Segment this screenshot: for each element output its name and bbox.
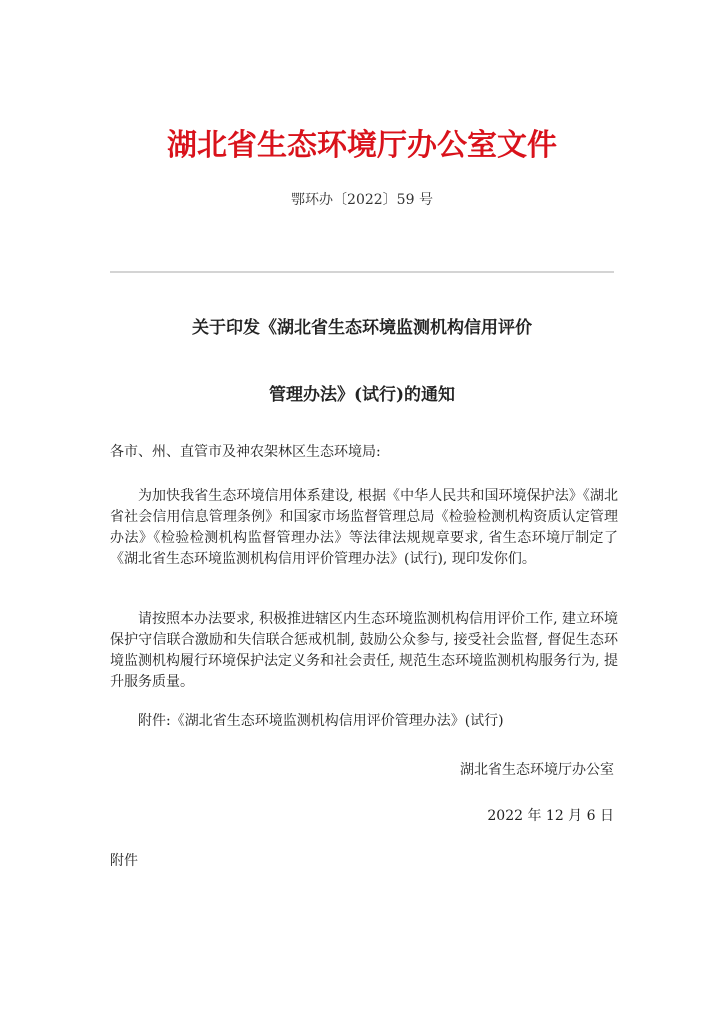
body-paragraph-1: 为加快我省生态环境信用体系建设, 根据《中华人民共和国环境保护法》《湖北省社会信用信息管理条例》和国家市场监督管理总局《检验检测机构资质认定管理办法》《检验检测机构监督管理办法》等法律法规规章要求, 省生态环境厅制定了《湖北省生态环境监测机构信用评价管理办法》(试行), 现印发你们。 (110, 488, 618, 567)
header-divider (110, 271, 614, 273)
issue-date: 2022 年 12 月 6 日 (487, 808, 614, 824)
attachment-line: 附件:《湖北省生态环境监测机构信用评价管理办法》(试行) (138, 713, 504, 729)
notice-title-line-2: 管理办法》(试行)的通知 (268, 385, 456, 405)
salutation: 各市、州、直管市及神农架林区生态环境局: (110, 444, 381, 460)
body-paragraph-2: 请按照本办法要求, 积极推进辖区内生态环境监测机构信用评价工作, 建立环境保护守信联合激励和失信联合惩戒机制, 鼓励公众参与, 接受社会监督, 督促生态环境监测机构履行环境保护法定义务和社会责任, 规范生态环境监测机构服务行为, 提升服务质量。 (110, 611, 618, 690)
document-number: 鄂环办〔2022〕59 号 (291, 192, 433, 208)
notice-title-line-1: 关于印发《湖北省生态环境监测机构信用评价 (192, 318, 532, 338)
issuer-signature: 湖北省生态环境厅办公室 (460, 762, 614, 778)
document-header-title: 湖北省生态环境厅办公室文件 (167, 128, 557, 163)
appendix-label: 附件 (110, 853, 138, 869)
